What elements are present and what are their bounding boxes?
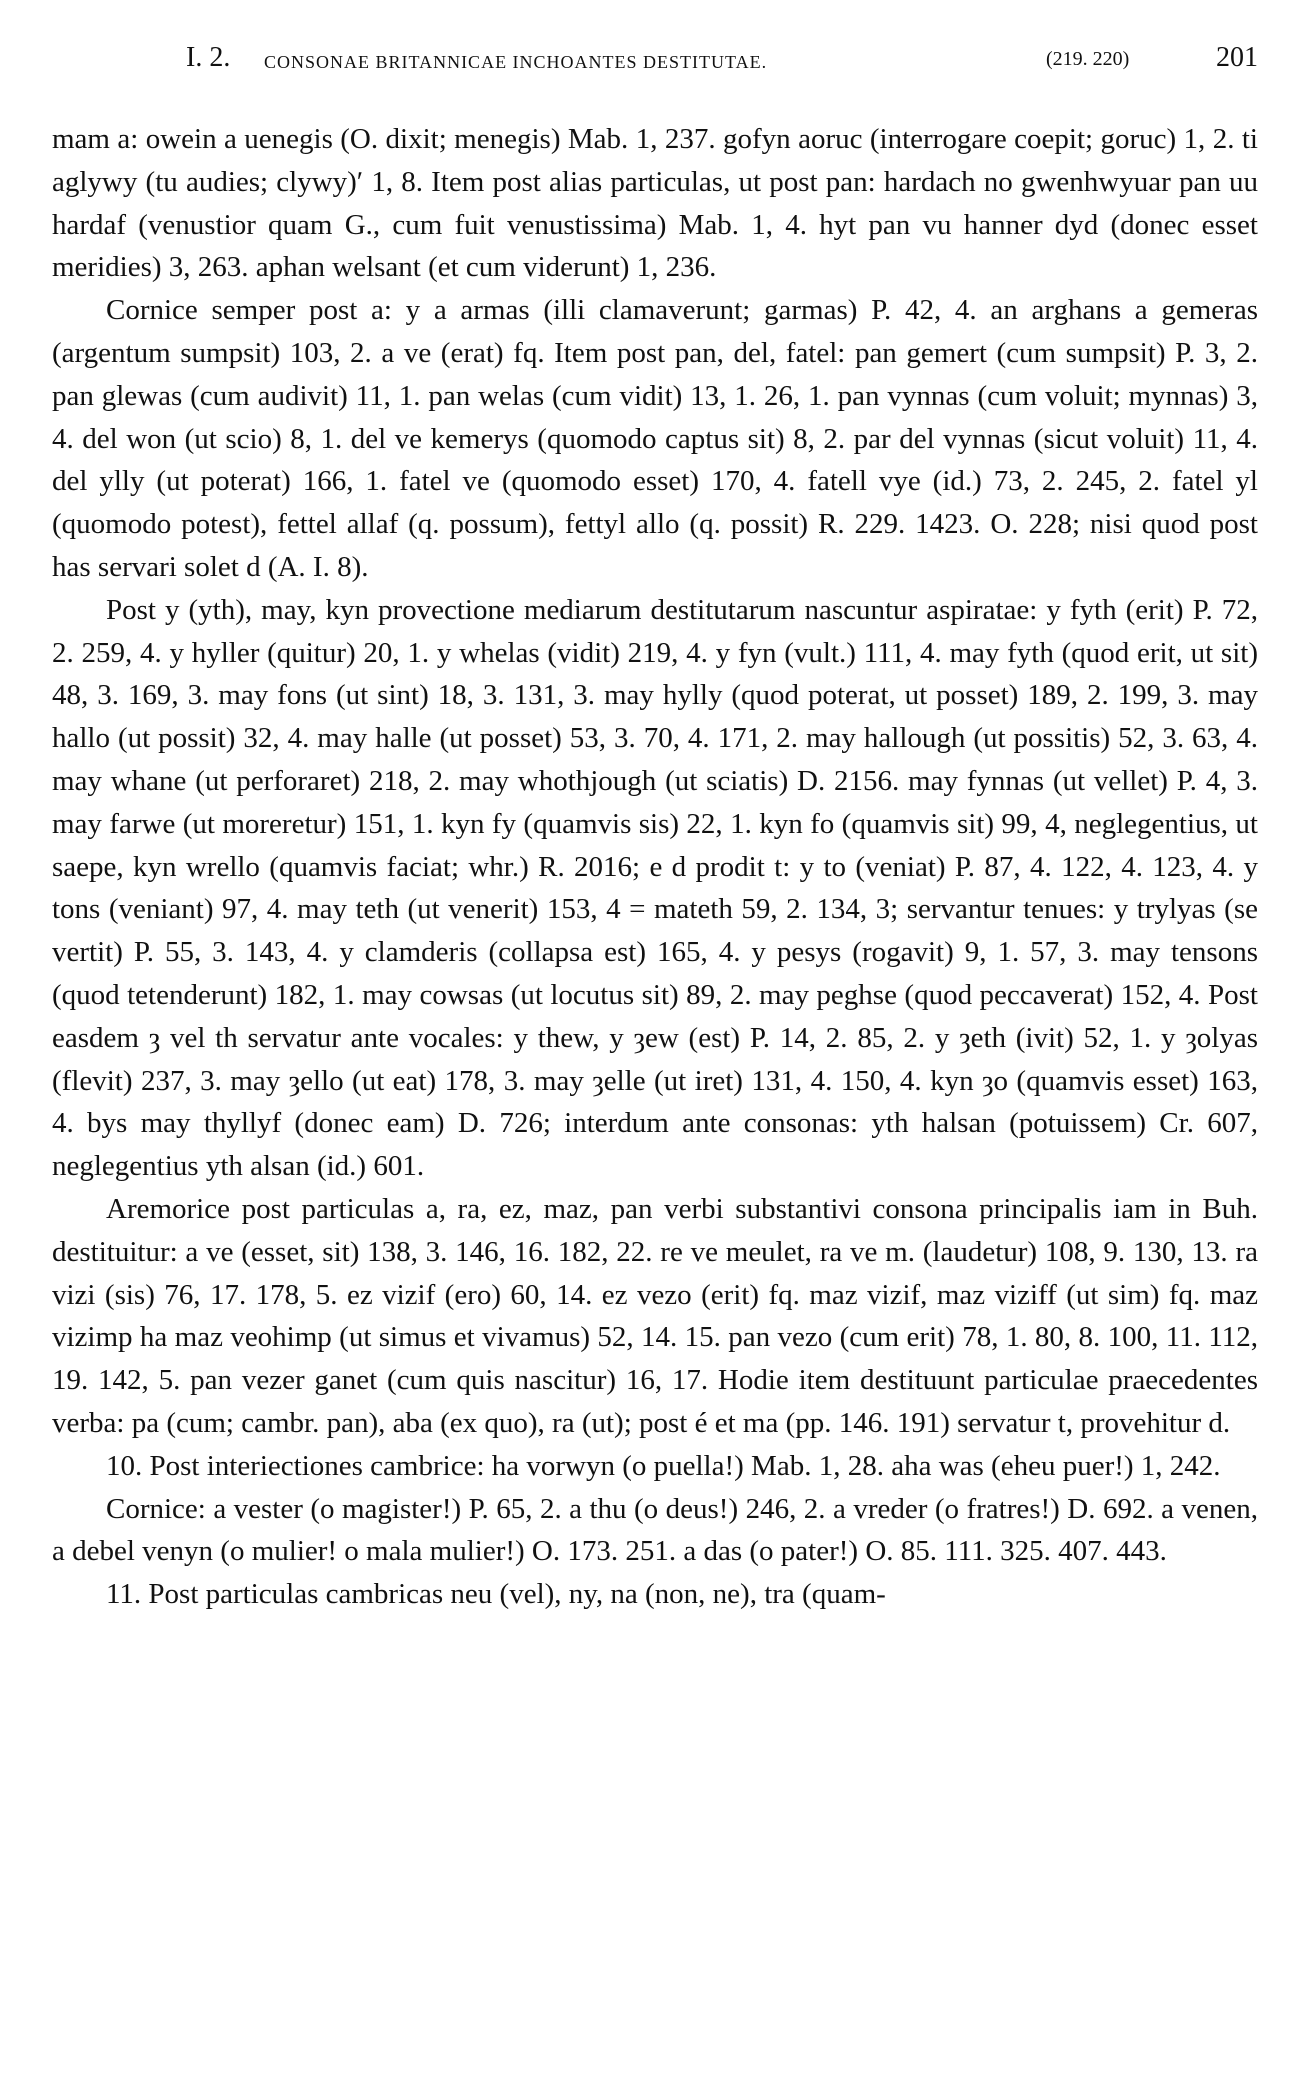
section-number: I. 2. (186, 42, 231, 73)
paragraph: mam a: owein a uenegis (O. dixit; menegis) Mab. 1, 237. gofyn aoruc (interrogare coepit; goruc) 1, 2. ti aglywy (tu audies; clywy)ʹ 1, 8. Item post alias particulas, ut post pan: hardach no gwenhwyuar pan uu hardaf (venustior quam G., cum fuit venustissima) Mab. 1, 4. hyt pan vu hanner dyd (donec esset meridies) 3, 263. aphan welsant (et cum viderunt) 1, 236. (52, 123, 1258, 284)
paragraph: 10. Post interiectiones cambrice: ha vorwyn (o puella!) Mab. 1, 28. aha was (eheu puer!) 1, 242. (106, 1449, 1221, 1482)
paragraph: 11. Post particulas cambricas neu (vel), ny, na (non, ne), tra (quam- (106, 1578, 886, 1611)
body-text (52, 118, 1258, 1616)
running-title: CONSONAE BRITANNICAE INCHOANTES DESTITUTAE. (264, 52, 768, 72)
running-header (186, 42, 1258, 92)
page-number: 201 (1216, 42, 1258, 73)
paragraph: Cornice semper post a: y a armas (illi clamaverunt; garmas) P. 42, 4. an arghans a gemeras (argentum sumpsit) 103, 2. a ve (erat) fq. Item post pan, del, fatel: pan gemert (cum sumpsit) P. 3, 2. pan glewas (cum audivit) 11, 1. pan welas (cum vidit) 13, 1. 26, 1. pan vynnas (cum voluit; mynnas) 3, 4. del won (ut scio) 8, 1. del ve kemerys (quomodo captus sit) 8, 2. par del vynnas (sicut voluit) 11, 4. del ylly (ut poterat) 166, 1. fatel ve (quomodo esset) 170, 4. fatell vye (id.) 73, 2. 245, 2. fatel yl (quomodo potest), fettel allaf (q. possum), fettyl allo (q. possit) R. 229. 1423. O. 228; nisi quod post has servari solet d (A. I. 8). (52, 294, 1258, 583)
paragraph: Post y (yth), may, kyn provectione mediarum destitutarum nascuntur aspiratae: y fyth (erit) P. 72, 2. 259, 4. y hyller (quitur) 20, 1. y whelas (vidit) 219, 4. y fyn (vult.) 111, 4. may fyth (quod erit, ut sit) 48, 3. 169, 3. may fons (ut sint) 18, 3. 131, 3. may hylly (quod poterat, ut posset) 189, 2. 199, 3. may hallo (ut possit) 32, 4. may halle (ut posset) 53, 3. 70, 4. 171, 2. may hallough (ut possitis) 52, 3. 63, 4. may whane (ut perforaret) 218, 2. may whothjough (ut sciatis) D. 2156. may fynnas (ut vellet) P. 4, 3. may farwe (ut moreretur) 151, 1. kyn fy (quamvis sis) 22, 1. kyn fo (quamvis sit) 99, 4, neglegentius, ut saepe, kyn wrello (quamvis faciat; whr.) R. 2016; e d prodit t: y to (veniat) P. 87, 4. 122, 4. 123, 4. y tons (veniant) 97, 4. may teth (ut venerit) 153, 4 = mateth 59, 2. 134, 3; servantur tenues: y trylyas (se vertit) P. 55, 3. 143, 4. y clamderis (collapsa est) 165, 4. y pesys (rogavit) 9, 1. 57, 3. may tensons (quod tetenderunt) 182, 1. may cowsas (ut locutus sit) 89, 2. may peghse (quod peccaverat) 152, 4. Post easdem ȝ vel th servatur ante vocales: y thew, y ȝew (est) P. 14, 2. 85, 2. y ȝeth (ivit) 52, 1. y ȝolyas (flevit) 237, 3. may ȝello (ut eat) 178, 3. may ȝelle (ut iret) 131, 4. 150, 4. kyn ȝo (quamvis esset) 163, 4. bys may thyllyf (donec eam) D. 726; interdum ante consonas: yth halsan (potuissem) Cr. 607, neglegentius yth alsan (id.) 601. (52, 593, 1258, 1183)
paragraph: Aremorice post particulas a, ra, ez, maz, pan verbi substantivi consona principalis iam in Buh. destituitur: a ve (esset, sit) 138, 3. 146, 16. 182, 22. re ve meulet, ra ve m. (laudetur) 108, 9. 130, 13. ra vizi (sis) 76, 17. 178, 5. ez vizif (ero) 60, 14. ez vezo (erit) fq. maz vizif, maz viziff (ut sim) fq. maz vizimp ha maz veohimp (ut simus et vivamus) 52, 14. 15. pan vezo (cum erit) 78, 1. 80, 8. 100, 11. 112, 19. 142, 5. pan vezer ganet (cum quis nascitur) 16, 17. Hodie item destituunt particulae praecedentes verba: pa (cum; cambr. pan), aba (ex quo), ra (ut); post é et ma (pp. 146. 191) servatur t, provehitur d. (52, 1192, 1258, 1439)
paragraph-reference: (219. 220) (1046, 48, 1130, 70)
paragraph: Cornice: a vester (o magister!) P. 65, 2. a thu (o deus!) 246, 2. a vreder (o fratres!) D. 692. a venen, a debel venyn (o mulier! o mala mulier!) O. 173. 251. a das (o pater!) O. 85. 111. 325. 407. 443. (52, 1492, 1258, 1568)
